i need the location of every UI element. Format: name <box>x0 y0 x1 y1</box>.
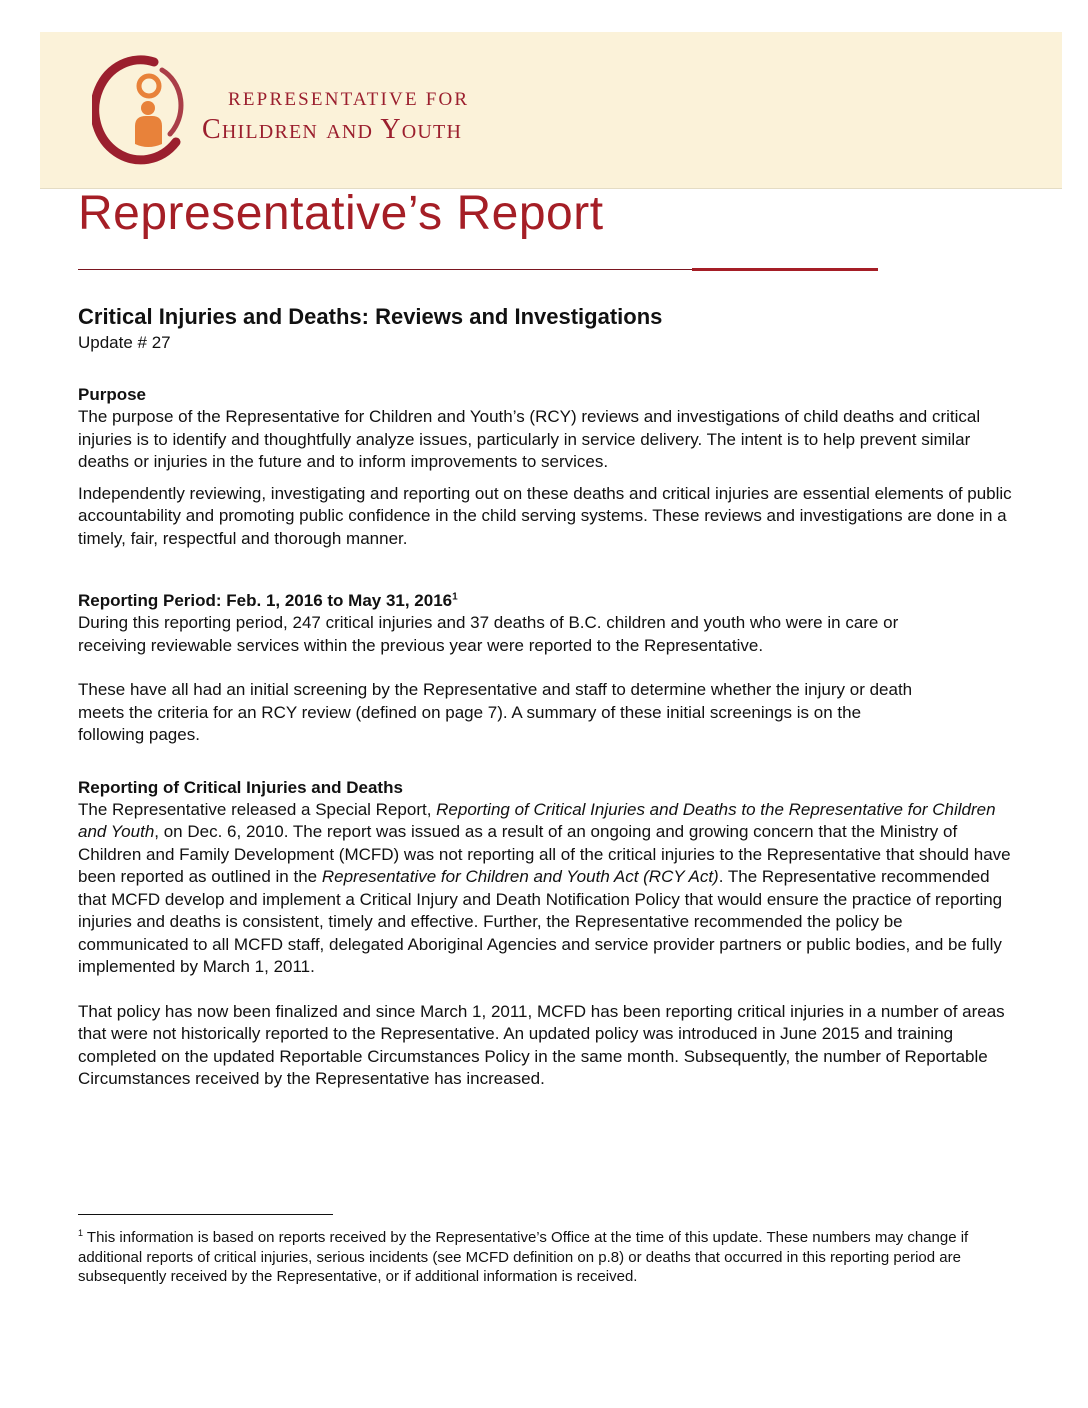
reporting-period-paragraph-1: During this reporting period, 247 critical injuries and 37 deaths of B.C. children and youth who were in care or receiving reviewable services within the previous year were reported to the Representative. <box>78 613 899 655</box>
document-heading: Critical Injuries and Deaths: Reviews and Investigations <box>78 304 663 329</box>
paragraph-text: , on Dec. 6, 2010. The report was issued as a result of an ongoing and growing concern that the Ministry of Children and Family Development (MCFD) was not reporting all of the critical injuries to the Representative that should have been reported as outlined in the <box>78 822 1011 886</box>
critical-injuries-heading: Reporting of Critical Injuries and Deaths <box>78 777 403 797</box>
paragraph-text: . The Representative recommended that MCFD develop and implement a Critical Injury and Death Notification Policy that would ensure the practice of reporting injuries and deaths is consistent, timely and effective. Further, the Representative recommended the policy be communicated to all MCFD staff, delegated Aboriginal Agencies and service provider partners or public bodies, and be fully implemented by March 1, 2011. <box>78 867 1003 976</box>
purpose-paragraph-1: The purpose of the Representative for Children and Youth’s (RCY) reviews and investigations of child deaths and critical injuries is to identify and thoughtfully analyze issues, particularly in service delivery. The intent is to help prevent similar deaths or injuries in the future and to inform improvements to services. <box>78 407 981 471</box>
paragraph-text: The Representative released a Special Report, <box>78 799 437 819</box>
header-banner <box>40 32 1062 189</box>
org-name-line2: Children and Youth <box>202 114 463 145</box>
document-body <box>78 302 1013 1091</box>
rcy-logo-icon <box>92 50 188 168</box>
report-title: Representative’s Report <box>78 187 604 240</box>
footnote-marker: 1 <box>78 1228 84 1238</box>
special-report-title: Reporting of Critical Injuries and Deaths to the Representative for Children and Youth <box>78 799 996 841</box>
critical-injuries-paragraph-2: That policy has now been finalized and since March 1, 2011, MCFD has been reporting critical injuries in a number of areas that were not historically reported to the Representative. An updated policy was introduced in June 2015 and training completed on the updated Reportable Circumstances Policy in the same month. Subsequently, the number of Reportable Circumstances received by the Representative has increased. <box>78 1001 1005 1088</box>
critical-injuries-paragraph-1 <box>78 799 1013 979</box>
reporting-period-heading <box>78 590 1013 612</box>
footnote-divider <box>78 1214 333 1215</box>
rcy-act-title: Representative for Children and Youth Act (RCY Act) <box>321 867 719 886</box>
org-name-line1: REPRESENTATIVE FOR <box>228 89 470 110</box>
reporting-period-heading-text: Reporting Period: Feb. 1, 2016 to May 31, 2016 <box>78 591 453 610</box>
update-number: Update # 27 <box>78 333 171 352</box>
footnote-reference: 1 <box>452 591 458 603</box>
purpose-paragraph-2: Independently reviewing, investigating and reporting out on these deaths and critical injuries are essential elements of public accountability and promoting public confidence in the child serving systems. These reviews and investigations are done in a timely, fair, respectful and thorough manner. <box>78 483 1012 548</box>
reporting-period-paragraph-2: These have all had an initial screening by the Representative and staff to determine whether the injury or death meets the criteria for an RCY review (defined on page 7). A summary of these initial screenings is on the following pages. <box>78 680 913 744</box>
title-divider-accent <box>692 268 878 271</box>
footnote-text: This information is based on reports received by the Representative’s Office at the time of this update. These numbers may change if additional reports of critical injuries, serious incidents (see MCFD definition on p.8) or deaths that occurred in this reporting period are subsequently received by the Representative, or if additional information is received. <box>78 1229 969 1285</box>
footnote <box>78 1228 998 1287</box>
purpose-heading: Purpose <box>78 385 147 404</box>
